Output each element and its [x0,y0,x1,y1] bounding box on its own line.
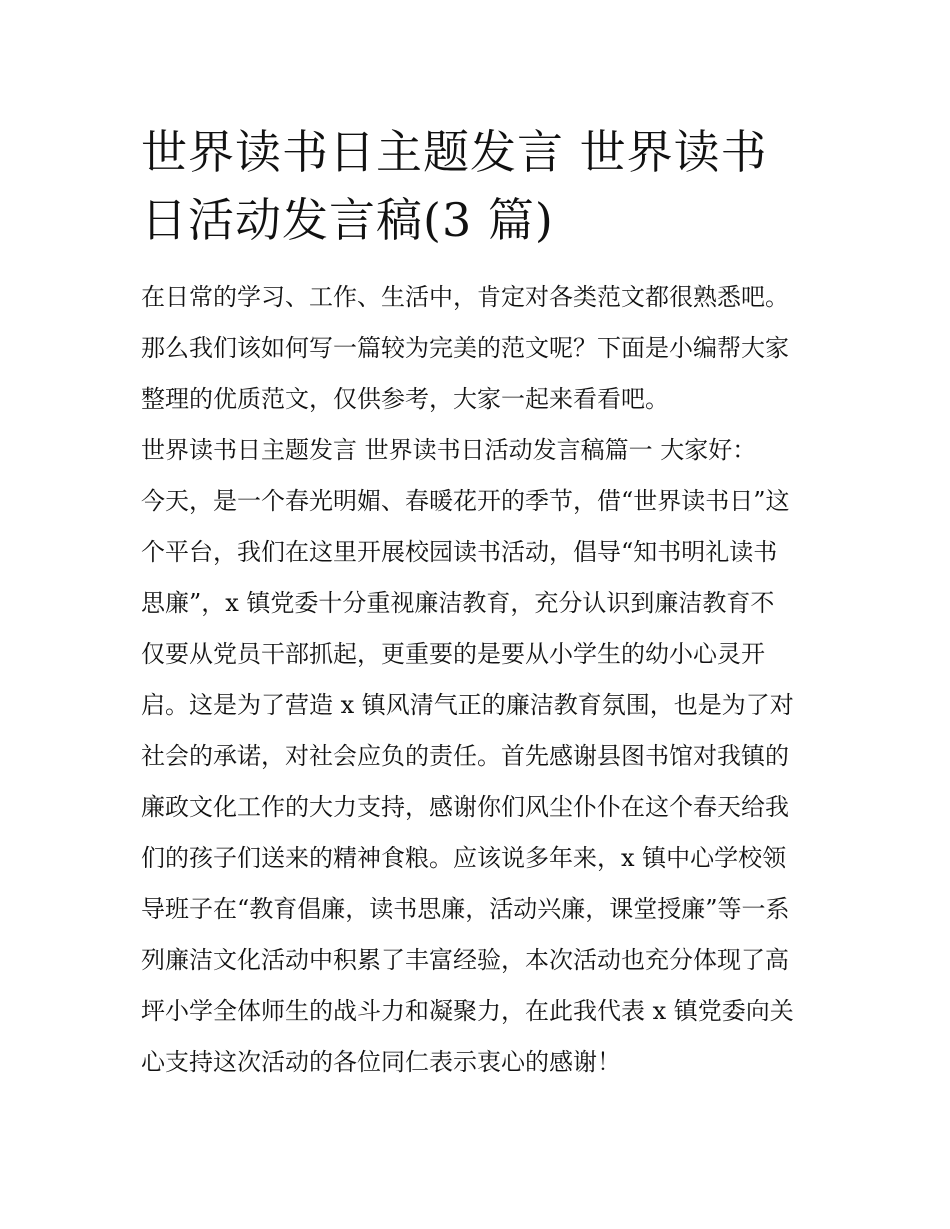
intro-line: 整理的优质范文，仅供参考，大家一起来看看吧。 [141,385,669,413]
body-line: 心支持这次活动的各位同仁表示衷心的感谢！ [141,1048,621,1076]
title-line: 日活动发言稿(3 篇) [141,193,554,247]
body-line: 廉政文化工作的大力支持，感谢你们风尘仆仆在这个春天给我 [141,793,789,821]
body-line: 们的孩子们送来的精神食粮。应该说多年来，x 镇中心学校领 [141,844,787,872]
intro-line: 那么我们该如何写一篇较为完美的范文呢？下面是小编帮大家 [141,334,789,362]
body-line: 今天，是一个春光明媚、春暖花开的季节，借“世界读书日”这 [141,487,790,515]
section-heading [141,425,813,476]
body-line: 个平台，我们在这里开展校园读书活动，倡导“知书明礼读书 [141,538,778,566]
title-line: 世界读书日主题发言 世界读书 [141,125,768,179]
document-page [141,118,813,1088]
body-line: 启。这是为了营造 x 镇风清气正的廉洁教育氛围，也是为了对 [141,691,794,719]
body-line: 坪小学全体师生的战斗力和凝聚力，在此我代表 x 镇党委向关 [141,997,794,1025]
intro-paragraph [141,272,813,425]
body-line: 思廉”，x 镇党委十分重视廉洁教育，充分认识到廉洁教育不 [141,589,775,617]
body-line: 列廉洁文化活动中积累了丰富经验，本次活动也充分体现了高 [141,946,789,974]
body-line: 导班子在“教育倡廉，读书思廉，活动兴廉，课堂授廉”等一系 [141,895,790,923]
section-heading-text: 世界读书日主题发言 世界读书日活动发言稿篇一 大家好： [141,436,757,464]
body-line: 仅要从党员干部抓起，更重要的是要从小学生的幼小心灵开 [141,640,765,668]
document-title [141,118,813,254]
intro-line: 在日常的学习、工作、生活中，肯定对各类范文都很熟悉吧。 [141,283,789,311]
body-line: 社会的承诺，对社会应负的责任。首先感谢县图书馆对我镇的 [141,742,789,770]
body-paragraph [141,476,813,1088]
